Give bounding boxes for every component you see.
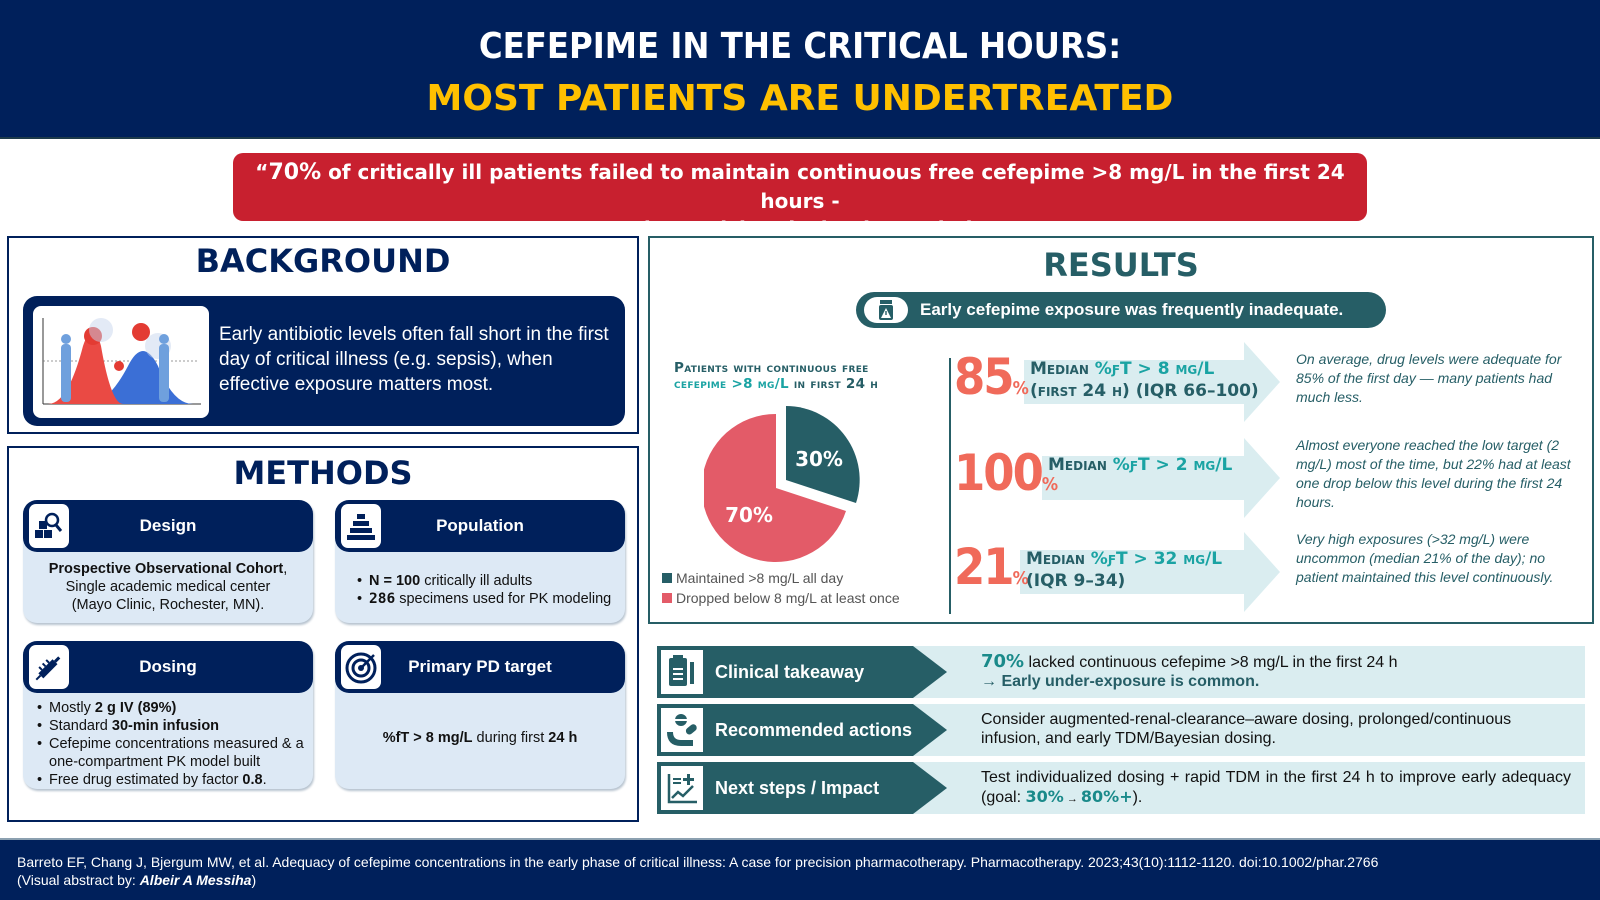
stat-unit: % [1012, 568, 1029, 589]
title-line1: CEFEPIME IN THE CRITICAL HOURS: [478, 26, 1122, 67]
dosing-dose: 2 g IV (89%) [94, 700, 177, 716]
legend-label: Dropped below 8 mg/L at least once [676, 590, 900, 606]
stat-label-a: Median [1048, 455, 1113, 475]
population-card [335, 500, 625, 623]
background-panel [7, 236, 639, 434]
legend-label: Maintained >8 mg/L all day [676, 570, 844, 586]
takeaway-text [981, 768, 1571, 809]
methods-panel [7, 446, 639, 822]
results-banner [856, 292, 1386, 328]
specimen-desc: specimens used for PK modeling [395, 591, 612, 607]
design-setting: Single academic medical center [65, 579, 271, 595]
takeaway-text [981, 652, 1571, 691]
header-banner [0, 0, 1600, 139]
dosing-card-title: Dosing [139, 657, 197, 676]
stat-100 [954, 438, 1284, 518]
pie-legend [662, 568, 900, 608]
legend-swatch [662, 593, 672, 603]
stat-label [1026, 548, 1222, 592]
background-title: BACKGROUND [195, 242, 451, 280]
stat-value [954, 538, 1029, 596]
dosing-card-header [23, 641, 313, 693]
dosing-infusion: 30-min infusion [111, 718, 220, 734]
stat-note-21: Very high exposures (>32 mg/L) were uncommon (median 21% of the day); no patient maintained this level continuously. [1296, 531, 1554, 585]
stat-85 [954, 342, 1284, 422]
stat-label-a: Median [1026, 549, 1091, 569]
pie-title-rest: in first 24 h [788, 376, 879, 392]
population-item [357, 590, 625, 608]
next-steps-end: ). [1132, 789, 1143, 806]
legend-item-maintained [662, 568, 900, 588]
quote-text: of critically ill patients failed to maintain continuous free cefepime >8 mg/L in the first 24 hours - [321, 160, 1345, 213]
population-card-header [335, 500, 625, 552]
chart-plus-icon [661, 766, 703, 810]
takeaway-row-actions [657, 704, 1585, 756]
stat-label-b: > 8 mg/L [1131, 359, 1215, 379]
dosing-factor: 0.8 [242, 772, 263, 788]
arrow-shape [1042, 438, 1280, 518]
pie-title-accent: cefepime >8 mg/L [674, 376, 789, 392]
pd-target-card [335, 641, 625, 789]
stat-label [1048, 454, 1232, 476]
specimen-count: 286 [369, 591, 396, 607]
goal-arrow: → [1063, 793, 1081, 805]
stat-note-85: On average, drug levels were adequate for 85% of the first day — many patients had much less. [1296, 351, 1562, 405]
syringe-icon [29, 645, 69, 689]
background-card [23, 296, 625, 426]
takeaway-label: Next steps / Impact [715, 778, 880, 798]
takeaway-highlight: 70% [981, 651, 1025, 672]
design-card-header [23, 500, 313, 552]
stat-note-100: Almost everyone reached the low target (2 mg/L) most of the time, but 22% had at least one drop below this level during the first 24 hours. [1296, 437, 1571, 510]
pie-label-70: 70% [725, 503, 773, 527]
takeaway-label: Clinical takeaway [715, 662, 865, 682]
next-steps-text: Test individualized dosing + rapid TDM in the first 24 h to improve early adequacy (goal: [981, 769, 1571, 806]
methods-title: METHODS [233, 454, 413, 492]
divider [949, 358, 951, 614]
stat-label-b: > 2 mg/L [1149, 455, 1233, 475]
citation-footer [0, 838, 1600, 900]
stat-label-accent: %ƒT [1094, 359, 1132, 379]
credit-name: Albeir A Messiha [139, 872, 252, 888]
legend-swatch [662, 573, 672, 583]
design-location: (Mayo Clinic, Rochester, MN). [71, 597, 265, 613]
dosing-card [23, 641, 313, 789]
title-line2: MOST PATIENTS ARE UNDERTREATED [426, 78, 1174, 119]
credit-pre: (Visual abstract by: [17, 872, 140, 888]
design-card-title: Design [139, 516, 197, 535]
dosing-item [37, 717, 313, 735]
stat-label-accent: %ƒT [1090, 549, 1128, 569]
population-card-title: Population [436, 516, 524, 535]
design-card-body [23, 560, 313, 614]
stat-label [1030, 358, 1259, 402]
stat-label-accent: %ƒT [1112, 455, 1150, 475]
stat-unit: % [1041, 474, 1059, 495]
pd-target-window: 24 h [548, 730, 578, 746]
dosing-text: Cefepime concentrations measured & a one-compartment PK model built [49, 736, 304, 770]
epidemic-curve-illustration [33, 306, 209, 418]
stat-label-a: Median [1030, 359, 1095, 379]
population-n-desc: critically ill adults [420, 573, 533, 589]
takeaway-line2: → Early under-exposure is common. [981, 673, 1260, 690]
pie-chart [704, 404, 864, 564]
stat-label-line2: (IQR 9–34) [1026, 571, 1126, 591]
stat-label-b: > 32 mg/L [1127, 549, 1223, 569]
quote-open-mark: “ [255, 160, 269, 184]
legend-item-dropped [662, 588, 900, 608]
warning-bottle-icon [864, 297, 908, 323]
takeaway-label: Recommended actions [715, 720, 913, 740]
stat-number: 100 [954, 444, 1042, 502]
population-n: N = 100 [369, 573, 421, 589]
results-banner-text: Early cefepime exposure was frequently inadequate. [920, 300, 1344, 319]
goal-from: 30% [1025, 787, 1064, 806]
dosing-item [37, 735, 313, 771]
population-card-body [335, 572, 625, 608]
key-quote-banner [233, 153, 1367, 241]
pd-target-text: during first [472, 730, 549, 746]
stat-unit: % [1012, 378, 1029, 399]
dosing-item [37, 699, 313, 717]
stat-value [954, 444, 1058, 502]
takeaway-row-next-steps [657, 762, 1585, 814]
search-boxes-icon [29, 504, 69, 548]
pie-title-line1: Patients with continuous free [674, 360, 869, 376]
stat-label-line2: (first 24 h) (IQR 66–100) [1030, 381, 1259, 401]
stat-number: 21 [954, 538, 1013, 596]
dosing-text: Free drug estimated by factor [49, 772, 243, 788]
dosing-period: . [262, 772, 267, 788]
pie-label-30: 30% [795, 447, 843, 471]
stat-21 [954, 532, 1284, 612]
credit-line [17, 871, 1600, 889]
quote-line2: Early precision dosing is needed.” [606, 217, 994, 241]
dosing-item [37, 771, 313, 789]
hand-pill-icon [661, 708, 703, 752]
pd-target-threshold: %fT > 8 mg/L [382, 730, 473, 746]
results-panel [648, 236, 1594, 624]
target-icon [341, 645, 381, 689]
results-title: RESULTS [1043, 246, 1199, 284]
citation-text: Barreto EF, Chang J, Bjergum MW, et al. Adequacy of cefepime concentrations in the early phase of critical illness: A case for precision pharmacotherapy. Pharmacotherapy. 2023;43(10):1112-1120. doi:10.1002/phar.2766 [17, 854, 1379, 870]
design-comma: , [283, 561, 288, 577]
credit-post: ) [251, 872, 257, 888]
clipboard-icon [661, 650, 703, 694]
goal-to: 80%+ [1080, 787, 1133, 806]
population-icon [341, 504, 381, 548]
pd-target-body [335, 729, 625, 747]
dosing-text: Mostly [49, 700, 95, 716]
quote-line1 [233, 158, 1367, 215]
takeaway-row-clinical [657, 646, 1585, 698]
population-item [357, 572, 625, 590]
takeaway-line1: lacked continuous cefepime >8 mg/L in the first 24 h [1024, 654, 1398, 671]
design-type: Prospective Observational Cohort [48, 561, 284, 577]
background-text: Early antibiotic levels often fall short in the first day of critical illness (e.g. sepsis), when effective exposure matters most. [219, 324, 609, 395]
takeaway-text: Consider augmented-renal-clearance–aware dosing, prolonged/continuous infusion, and early TDM/Bayesian dosing. [981, 711, 1512, 747]
design-card [23, 500, 313, 623]
dosing-text: Standard [49, 718, 112, 734]
stat-value [954, 348, 1029, 406]
quote-highlight: 70% [268, 160, 322, 185]
stat-number: 85 [954, 348, 1013, 406]
dosing-card-body [23, 699, 313, 789]
pd-target-card-title: Primary PD target [408, 657, 552, 676]
pd-target-card-header [335, 641, 625, 693]
pie-chart-title [674, 360, 878, 392]
